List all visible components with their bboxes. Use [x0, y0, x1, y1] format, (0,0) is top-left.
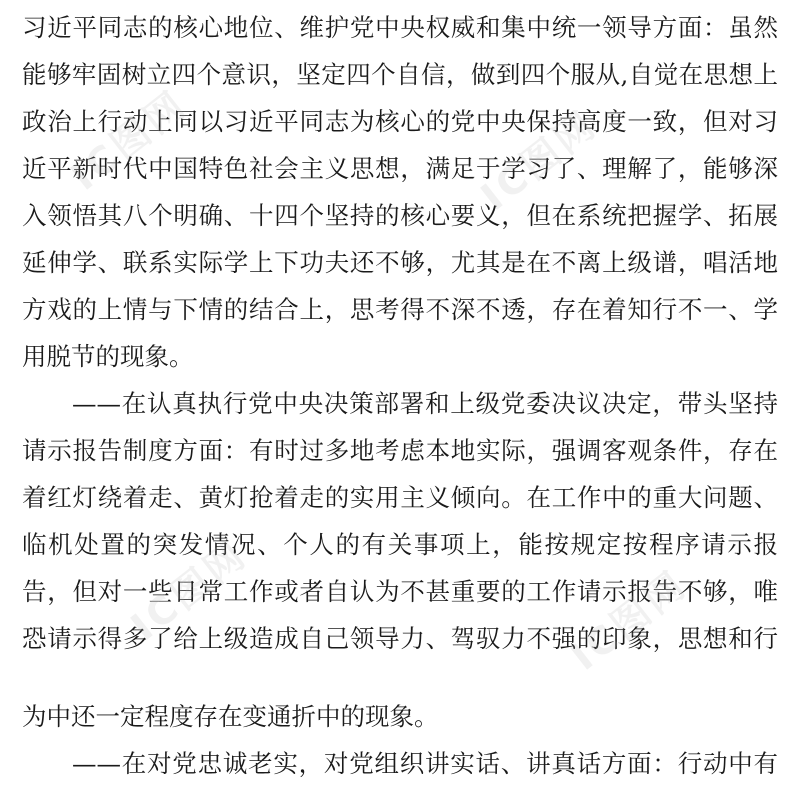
document-line-12: 临机处置的突发情况、个人的有关事项上，能按规定按程序请示报 [22, 530, 778, 559]
watermark: IC图网 [562, 561, 696, 679]
document-line-11: 着红灯绕着走、黄灯抢着走的实用主义倾向。在工作中的重大问题、 [22, 483, 778, 512]
document-line-7: 方戏的上情与下情的结合上，思考得不深不透，存在着知行不一、学 [22, 295, 778, 324]
document-line-3: 政治上行动上同以习近平同志为核心的党中央保持高度一致，但对习 [22, 107, 778, 136]
document-line-8: 用脱节的现象。 [22, 342, 194, 371]
document-line-1: 习近平同志的核心地位、维护党中央权威和集中统一领导方面：虽然 [22, 13, 778, 42]
watermark: IC图网 [472, 101, 606, 219]
document-line-4: 近平新时代中国特色社会主义思想，满足于学习了、理解了，能够深 [22, 154, 778, 183]
document-line-15: 为中还一定程度存在变通折中的现象。 [22, 702, 439, 731]
document-line-16: ——在对党忠诚老实，对党组织讲实话、讲真话方面：行动中有 [72, 749, 778, 778]
document-line-13: 告，但对一些日常工作或者自认为不甚重要的工作请示报告不够，唯 [22, 577, 778, 606]
document-line-6: 延伸学、联系实际学上下功夫还不够，尤其是在不离上级谱，唱活地 [22, 248, 778, 277]
document-line-2: 能够牢固树立四个意识，坚定四个自信，做到四个服从,自觉在思想上 [22, 60, 778, 89]
document-line-9: ——在认真执行党中央决策部署和上级党委决议决定，带头坚持 [72, 389, 778, 418]
document-line-10: 请示报告制度方面：有时过多地考虑本地实际，强调客观条件，存在 [22, 436, 778, 465]
document-line-14: 恐请示得多了给上级造成自己领导力、驾驭力不强的印象，思想和行 [22, 624, 778, 653]
document-line-5: 入领悟其八个明确、十四个坚持的核心要义，但在系统把握学、拓展 [22, 201, 778, 230]
watermark: IC图网 [62, 81, 196, 199]
watermark: IC图网 [122, 531, 256, 649]
